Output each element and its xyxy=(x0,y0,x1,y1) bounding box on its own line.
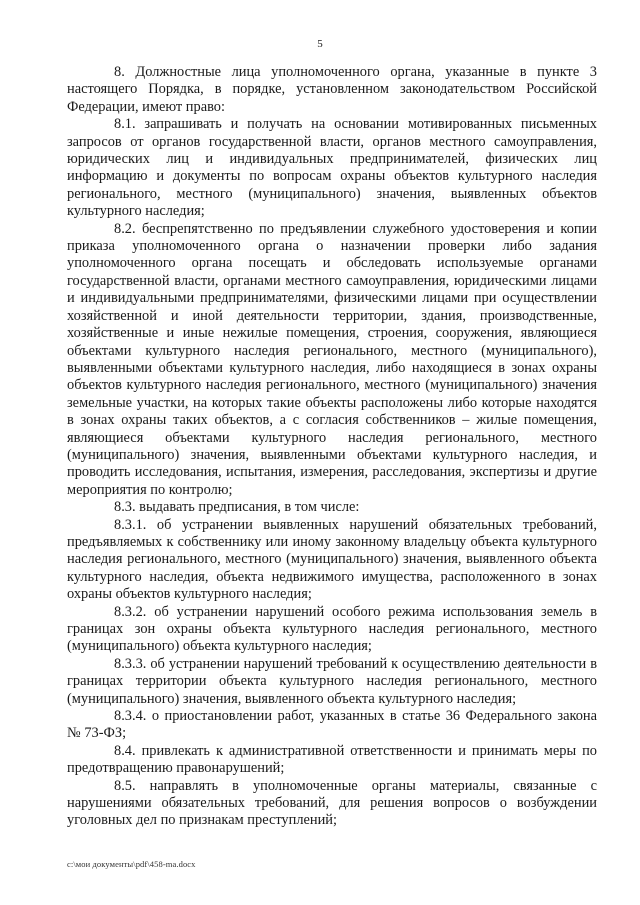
paragraph-8-4: 8.4. привлекать к административной ответственности и принимать меры по предотвращению правонарушений; xyxy=(67,742,597,777)
paragraph-8-1: 8.1. запрашивать и получать на основании мотивированных письменных запросов от органов государственной власти, органов местного самоуправления, юридических лиц и индивидуальных предпринимателей, физических лиц информацию и документы по вопросам охраны объектов культурного наследия регионального, местного (муниципального) значения, выявленных объектов культурного наследия; xyxy=(67,116,597,220)
paragraph-8-5: 8.5. направлять в уполномоченные органы материалы, связанные с нарушениями обязательных требований, для решения вопросов о возбуждении уголовных дел по признакам преступлений; xyxy=(67,777,597,829)
paragraph-8-3-3: 8.3.3. об устранении нарушений требований к осуществлению деятельности в границах территории объекта культурного наследия регионального, местного (муниципального) значения, выявленного объекта культурного наследия; xyxy=(67,655,597,707)
paragraph-8-3: 8.3. выдавать предписания, в том числе: xyxy=(114,499,360,516)
paragraph-8-3-1: 8.3.1. об устранении выявленных нарушений обязательных требований, предъявляемых к собственнику или иному законному владельцу объекта культурного наследия регионального, местного (муниципального) значения, выявленного объекта культурного наследия, объекта недвижимого имущества, расположенного в зонах охраны объектов культурного наследия; xyxy=(67,516,597,603)
paragraph-8-2: 8.2. беспрепятственно по предъявлении служебного удостоверения и копии приказа уполномоченного органа о назначении проверки либо задания уполномоченного органа посещать и обследовать используемые органами государственной власти, органами местного самоуправления, юридическими лицами и индивидуальными предпринимателями, физическими лицами при осуществлении хозяйственной и иной деятельности территории, здания, производственные, хозяйственные и иные нежилые помещения, строения, сооружения, являющиеся объектами культурного наследия регионального, местного (муниципального), выявленными объектами культурного наследия, либо находящиеся в зонах охраны объектов культурного наследия регионального, местного (муниципального) значения земельные участки, на которых такие объекты расположены либо которые находятся в зонах охраны таких объектов, а с согласия собственников – жилые помещения, являющиеся объектами культурного наследия регионального, местного (муниципального) значения, выявленными объектами культурного наследия, и проводить исследования, испытания, измерения, расследования, экспертизы и другие мероприятия по контролю; xyxy=(67,220,597,498)
paragraph-8-3-4: 8.3.4. о приостановлении работ, указанных в статье 36 Федерального закона № 73-ФЗ; xyxy=(67,708,597,742)
footer-file-path: c:\мои документы\pdf\458-ma.docx xyxy=(67,859,196,869)
paragraph-8: 8. Должностные лица уполномоченного органа, указанные в пункте 3 настоящего Порядка, в порядке, установленном законодательством Российской Федерации, имеют право: xyxy=(67,64,597,115)
page-number: 5 xyxy=(317,38,323,50)
document-body xyxy=(67,64,597,830)
paragraph-8-3-2: 8.3.2. об устранении нарушений особого режима использования земель в границах зон охраны объекта культурного наследия регионального, местного (муниципального) объекта культурного наследия; xyxy=(67,603,597,655)
